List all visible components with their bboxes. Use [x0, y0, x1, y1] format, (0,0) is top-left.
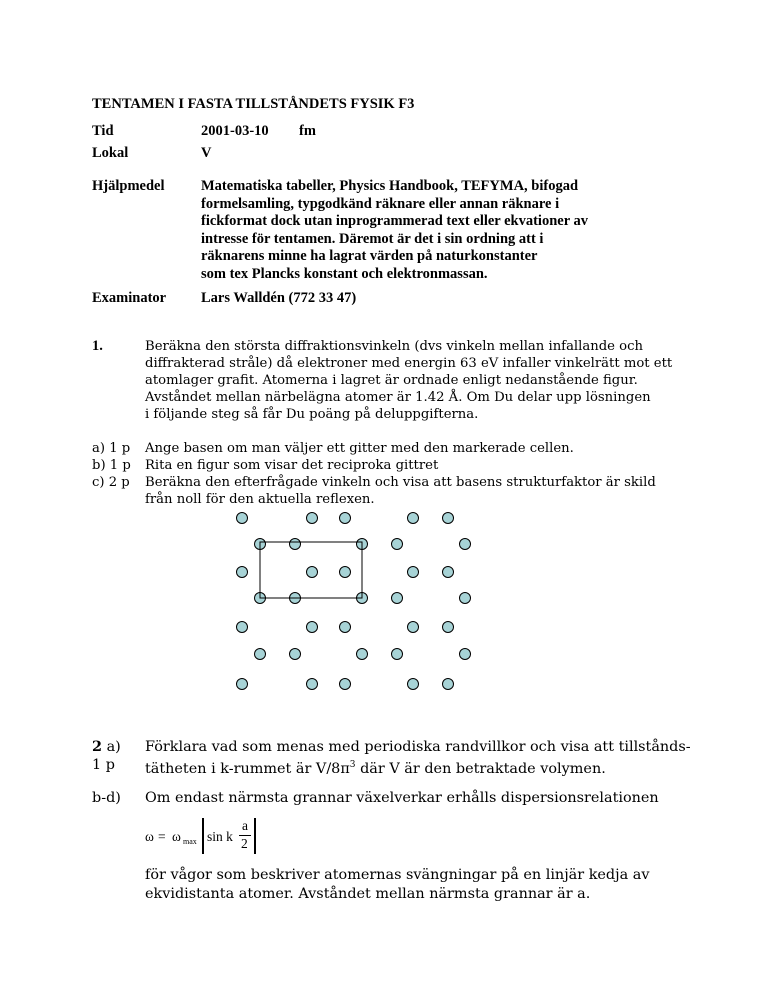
q1-part-c-text: Beräkna den efterfrågade vinkeln och visa att basens strukturfaktor är skild — [145, 475, 656, 490]
formula-abs-bar-right — [254, 818, 256, 854]
lattice-atom — [237, 679, 248, 690]
lattice-atom — [392, 593, 403, 604]
q2-a-exponent: 3 — [349, 760, 356, 770]
lattice-atom — [408, 567, 419, 578]
q1-number: 1. — [92, 338, 103, 354]
lattice-atom — [408, 622, 419, 633]
q1-line: atomlager grafit. Atomerna i lagret är ordnade enligt nedanstående figur. — [145, 373, 638, 388]
q2-after-text — [145, 866, 649, 903]
q1-part-c-label: c) 2 p — [92, 475, 130, 490]
lattice-atom — [340, 567, 351, 578]
formula-equals: = — [158, 829, 166, 844]
lattice-atom — [460, 593, 471, 604]
lokal-label: Lokal — [92, 145, 129, 161]
lattice-atom — [237, 622, 248, 633]
q1-part-a-text: Ange basen om man väljer ett gitter med den markerade cellen. — [145, 441, 574, 456]
q2-a-line2 — [145, 756, 606, 778]
lattice-atom — [357, 649, 368, 660]
q1-line: Beräkna den största diffraktionsvinkeln (dvs vinkeln mellan infallande och — [145, 339, 643, 354]
lattice-atom — [237, 513, 248, 524]
q1-part-b-label: b) 1 p — [92, 458, 131, 473]
lattice-atom — [340, 679, 351, 690]
q1-line: i följande steg så får Du poäng på deluppgifterna. — [145, 407, 479, 422]
hjalpmedel-line: räknarens minne ha lagrat värden på naturkonstanter — [201, 248, 538, 264]
formula-numerator: a — [242, 818, 248, 833]
lattice-atom — [290, 649, 301, 660]
lattice-atom — [340, 513, 351, 524]
lattice-atom — [290, 539, 301, 550]
lattice-atom — [443, 622, 454, 633]
formula-sin-k: sin k — [207, 829, 233, 844]
lattice-atom — [255, 649, 266, 660]
lattice-atom — [392, 649, 403, 660]
q2-a-line2-rest: där V är den betraktade volymen. — [355, 760, 606, 777]
tid-label: Tid — [92, 123, 114, 139]
hjalpmedel-label: Hjälpmedel — [92, 178, 165, 194]
graphite-lattice-figure — [225, 500, 485, 700]
hjalpmedel-line: som tex Plancks konstant och elektronmassan. — [201, 265, 488, 282]
q2-points: 1 p — [92, 757, 115, 773]
q1-text — [145, 338, 672, 423]
formula-omega-max: ω — [172, 829, 181, 844]
q2-a-line2-text: tätheten i k-rummet är V/8π — [145, 760, 350, 777]
formula-denominator: 2 — [241, 836, 248, 851]
hjalpmedel-text — [201, 178, 588, 283]
examinator-label: Examinator — [92, 290, 167, 306]
lattice-atom — [443, 513, 454, 524]
tid-time: fm — [299, 123, 316, 139]
q2-after-line: ekvidistanta atomer. Avståndet mellan närmsta grannar är a. — [145, 885, 591, 902]
lattice-atom — [408, 679, 419, 690]
lattice-atom — [307, 513, 318, 524]
q2-bd-label: b-d) — [92, 790, 121, 806]
q2-part-a-label: a) — [102, 739, 121, 755]
lattice-atom — [408, 513, 419, 524]
q1-part-a-label: a) 1 p — [92, 441, 131, 456]
q2-a-line1: Förklara vad som menas med periodiska randvillkor och visa att tillstånds- — [145, 739, 691, 755]
q1-part-b-text: Rita en figur som visar det reciproka gittret — [145, 458, 439, 473]
q1-line: Avståndet mellan närbelägna atomer är 1.42 Å. Om Du delar upp lösningen — [145, 390, 651, 405]
document-title: TENTAMEN I FASTA TILLSTÅNDETS FYSIK F3 — [92, 96, 415, 112]
lattice-atom — [307, 622, 318, 633]
q1-line: diffrakterad stråle) då elektroner med energin 63 eV infaller vinkelrätt mot ett — [145, 356, 673, 371]
hjalpmedel-line: formelsamling, typgodkänd räknare eller annan räknare i — [201, 195, 560, 212]
lattice-atoms — [237, 513, 471, 690]
lattice-atom — [460, 539, 471, 550]
hjalpmedel-line: intresse för tentamen. Däremot är det i sin ordning att i — [201, 230, 544, 247]
formula-max-subscript: max — [183, 837, 197, 846]
lattice-atom — [443, 679, 454, 690]
lattice-atom — [340, 622, 351, 633]
hjalpmedel-line: Matematiska tabeller, Physics Handbook, TEFYMA, bifogad — [201, 178, 579, 194]
tid-date: 2001-03-10 — [201, 123, 269, 139]
examinator-value: Lars Walldén (772 33 47) — [201, 290, 357, 306]
hjalpmedel-line: fickformat dock utan inprogrammerad text eller ekvationer av — [201, 213, 589, 229]
q2-number: 2 — [92, 738, 103, 755]
lattice-atom — [392, 539, 403, 550]
lokal-value: V — [201, 145, 212, 161]
lattice-atom — [307, 567, 318, 578]
formula-abs-bar-left — [202, 818, 204, 854]
q1-part-c-continuation: från noll för den aktuella reflexen. — [145, 492, 375, 507]
lattice-atom — [307, 679, 318, 690]
formula-omega: ω — [145, 829, 154, 844]
q2-bd-text: Om endast närmsta grannar växelverkar erhålls dispersionsrelationen — [145, 790, 659, 806]
lattice-atom — [443, 567, 454, 578]
q2-after-line: för vågor som beskriver atomernas svängningar på en linjär kedja av — [145, 867, 650, 883]
lattice-atom — [460, 649, 471, 660]
lattice-atom — [237, 567, 248, 578]
q2-label — [92, 738, 121, 757]
